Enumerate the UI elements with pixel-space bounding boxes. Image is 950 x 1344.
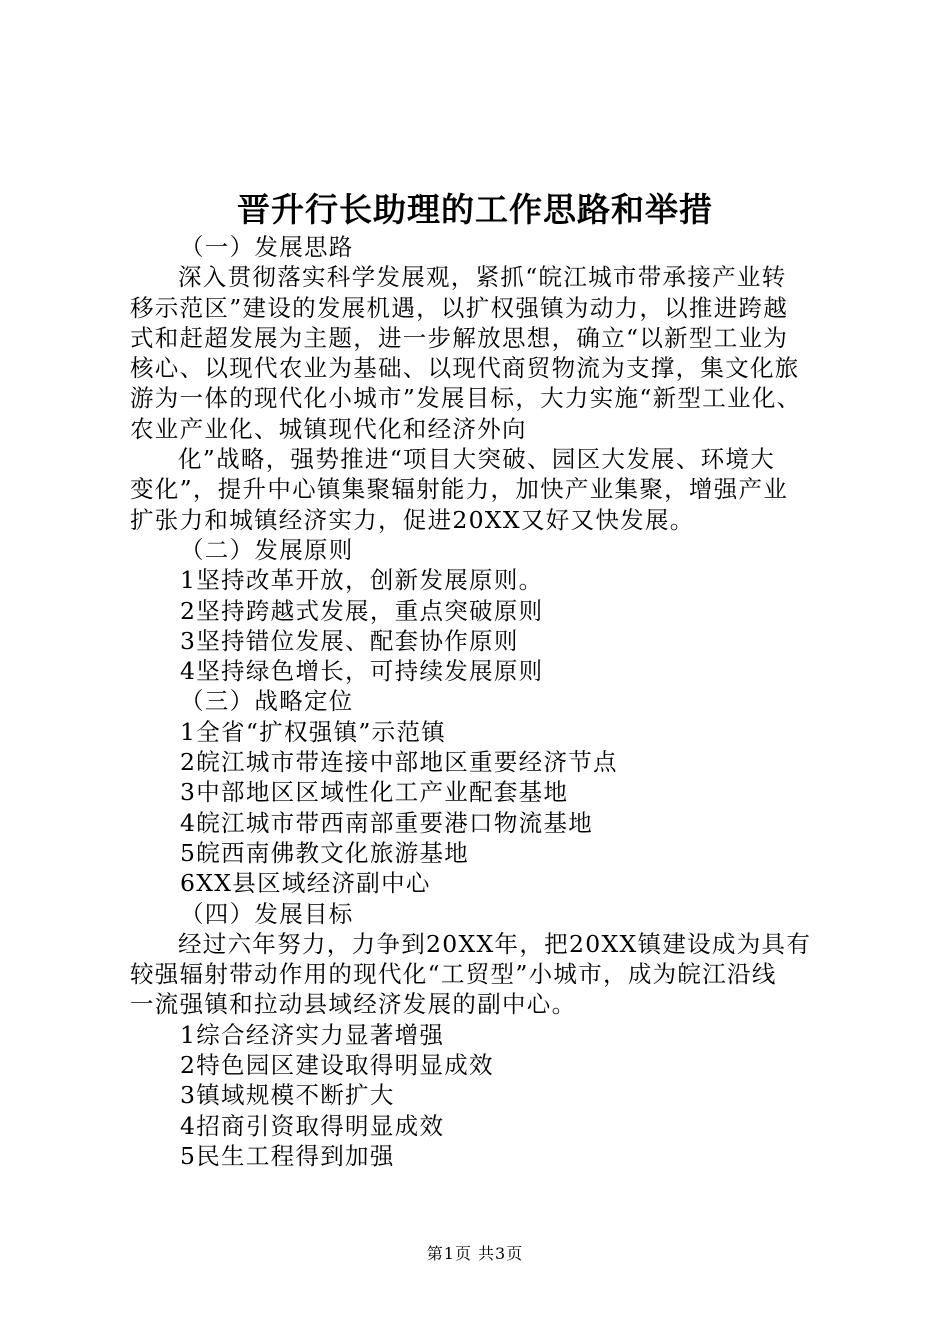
list-item: 6XX县区域经济副中心 bbox=[180, 869, 431, 898]
section-heading: （四）发展目标 bbox=[180, 899, 354, 928]
list-item: 3中部地区区域性化工产业配套基地 bbox=[180, 778, 569, 807]
paragraph-line: 核心、以现代农业为基础、以现代商贸物流为支撑，集文化旅 bbox=[130, 354, 800, 383]
list-item: 5民生工程得到加强 bbox=[180, 1141, 395, 1170]
list-item: 1坚持改革开放，创新发展原则。 bbox=[180, 566, 544, 595]
paragraph-line: 较强辐射带动作用的现代化“工贸型”小城市，成为皖江沿线 bbox=[130, 960, 777, 989]
page-footer: 第1页 共3页 bbox=[426, 1244, 524, 1263]
section-heading: （三）战略定位 bbox=[180, 687, 354, 716]
list-item: 4招商引资取得明显成效 bbox=[180, 1111, 445, 1140]
paragraph-line: 移示范区”建设的发展机遇，以扩权强镇为动力，以推进跨越 bbox=[130, 293, 789, 322]
list-item: 3坚持错位发展、配套协作原则 bbox=[180, 626, 519, 655]
list-item: 2坚持跨越式发展，重点突破原则 bbox=[180, 596, 544, 625]
list-item: 4坚持绿色增长，可持续发展原则 bbox=[180, 657, 544, 686]
section-heading: （一）发展思路 bbox=[180, 233, 354, 261]
list-item: 2皖江城市带连接中部地区重要经济节点 bbox=[180, 748, 618, 777]
paragraph-line: 农业产业化、城镇现代化和经济外向 bbox=[130, 414, 527, 443]
paragraph-line: 式和赶超发展为主题，进一步解放思想，确立“以新型工业为 bbox=[130, 323, 789, 352]
list-item: 2特色园区建设取得明显成效 bbox=[180, 1051, 494, 1080]
paragraph-line: 一流强镇和拉动县域经济发展的副中心。 bbox=[130, 990, 577, 1019]
list-item: 4皖江城市带西南部重要港口物流基地 bbox=[180, 808, 594, 837]
paragraph-line: 深入贯彻落实科学发展观，紧抓“皖江城市带承接产业转 bbox=[178, 263, 787, 292]
paragraph-line: 化”战略，强势推进“项目大突破、园区大发展、环境大 bbox=[178, 445, 776, 474]
list-item: 1综合经济实力显著增强 bbox=[180, 1020, 445, 1049]
paragraph-line: 游为一体的现代化小城市”发展目标，大力实施“新型工业化、 bbox=[130, 384, 802, 413]
paragraph-line: 变化”，提升中心镇集聚辐射能力，加快产业集聚，增强产业 bbox=[130, 475, 789, 504]
list-item: 3镇域规模不断扩大 bbox=[180, 1081, 395, 1110]
document-body bbox=[130, 232, 840, 1171]
paragraph-line: 经过六年努力，力争到20XX年，把20XX镇建设成为具有 bbox=[178, 929, 812, 958]
list-item: 1全省“扩权强镇”示范镇 bbox=[180, 717, 447, 746]
list-item: 5皖西南佛教文化旅游基地 bbox=[180, 838, 470, 867]
section-heading: （二）发展原则 bbox=[180, 535, 354, 564]
paragraph-line: 扩张力和城镇经济实力，促进20XX又好又快发展。 bbox=[130, 505, 695, 534]
document-title: 晋升行长助理的工作思路和举措 bbox=[237, 190, 713, 229]
